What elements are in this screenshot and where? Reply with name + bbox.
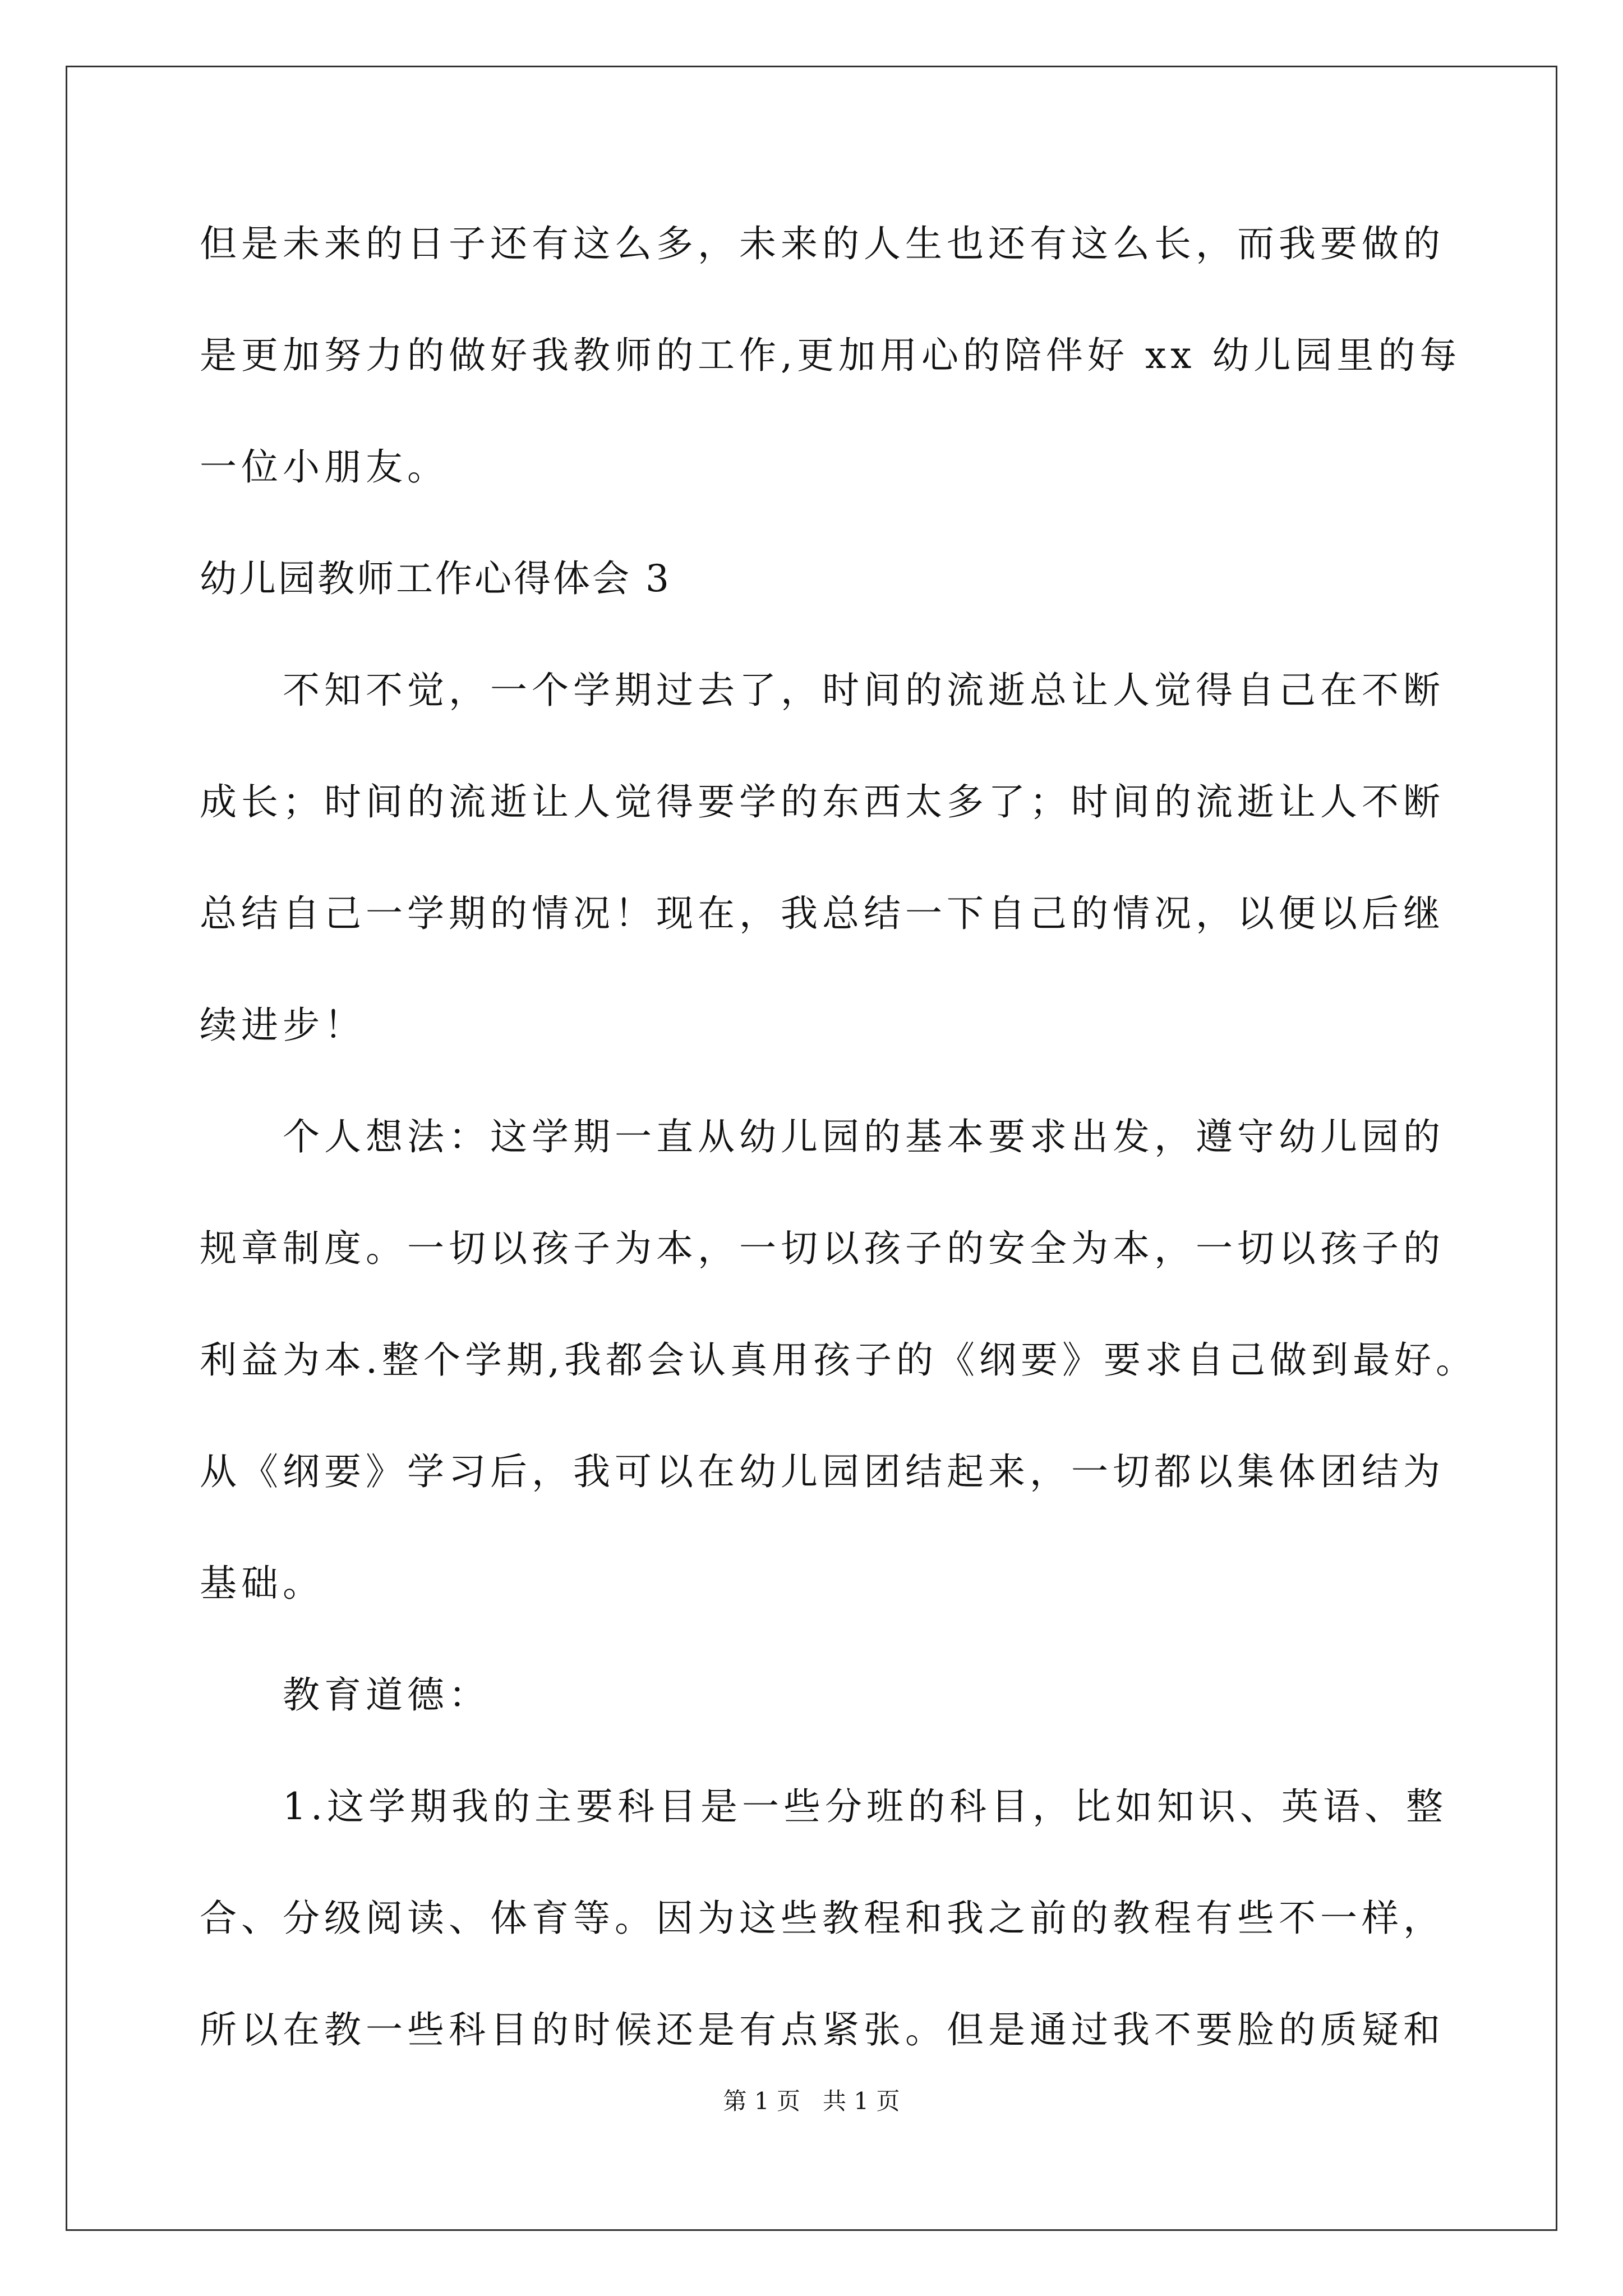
paragraph-line: 个人想法：这学期一直从幼儿园的基本要求出发，遵守幼儿园的 (283, 1115, 1445, 1158)
document-body (200, 208, 1477, 2105)
section-label: 教育道德： (283, 1673, 490, 1717)
paragraph-line: 一位小朋友。 (200, 445, 449, 489)
paragraph-line: 不知不觉，一个学期过去了，时间的流逝总让人觉得自己在不断 (283, 669, 1445, 712)
paragraph-line: 续进步！ (200, 1004, 366, 1047)
paragraph-line: 规章制度。一切以孩子为本，一切以孩子的安全为本，一切以孩子的 (200, 1227, 1445, 1270)
paragraph-line: 是更加努力的做好我教师的工作,更加用心的陪伴好 xx 幼儿园里的每 (200, 334, 1461, 377)
section-heading: 幼儿园教师工作心得体会 3 (200, 557, 671, 600)
page-footer: 第 1 页 共 1 页 (723, 2087, 900, 2115)
paragraph-line: 但是未来的日子还有这么多，未来的人生也还有这么长，而我要做的 (200, 222, 1445, 265)
paragraph-line: 利益为本.整个学期,我都会认真用孩子的《纲要》要求自己做到最好。 (200, 1338, 1477, 1382)
paragraph-line: 合、分级阅读、体育等。因为这些教程和我之前的教程有些不一样， (200, 1897, 1445, 1940)
paragraph-line: 成长；时间的流逝让人觉得要学的东西太多了；时间的流逝让人不断 (200, 780, 1445, 823)
paragraph-line: 总结自己一学期的情况！现在，我总结一下自己的情况，以便以后继 (200, 892, 1445, 935)
paragraph-line: 所以在教一些科目的时候还是有点紧张。但是通过我不要脸的质疑和 (200, 2008, 1445, 2051)
paragraph-line: 从《纲要》学习后，我可以在幼儿园团结起来，一切都以集体团结为 (200, 1450, 1445, 1493)
paragraph-line: 基础。 (200, 1562, 324, 1605)
paragraph-line: 1.这学期我的主要科目是一些分班的科目，比如知识、英语、整 (283, 1785, 1447, 1828)
